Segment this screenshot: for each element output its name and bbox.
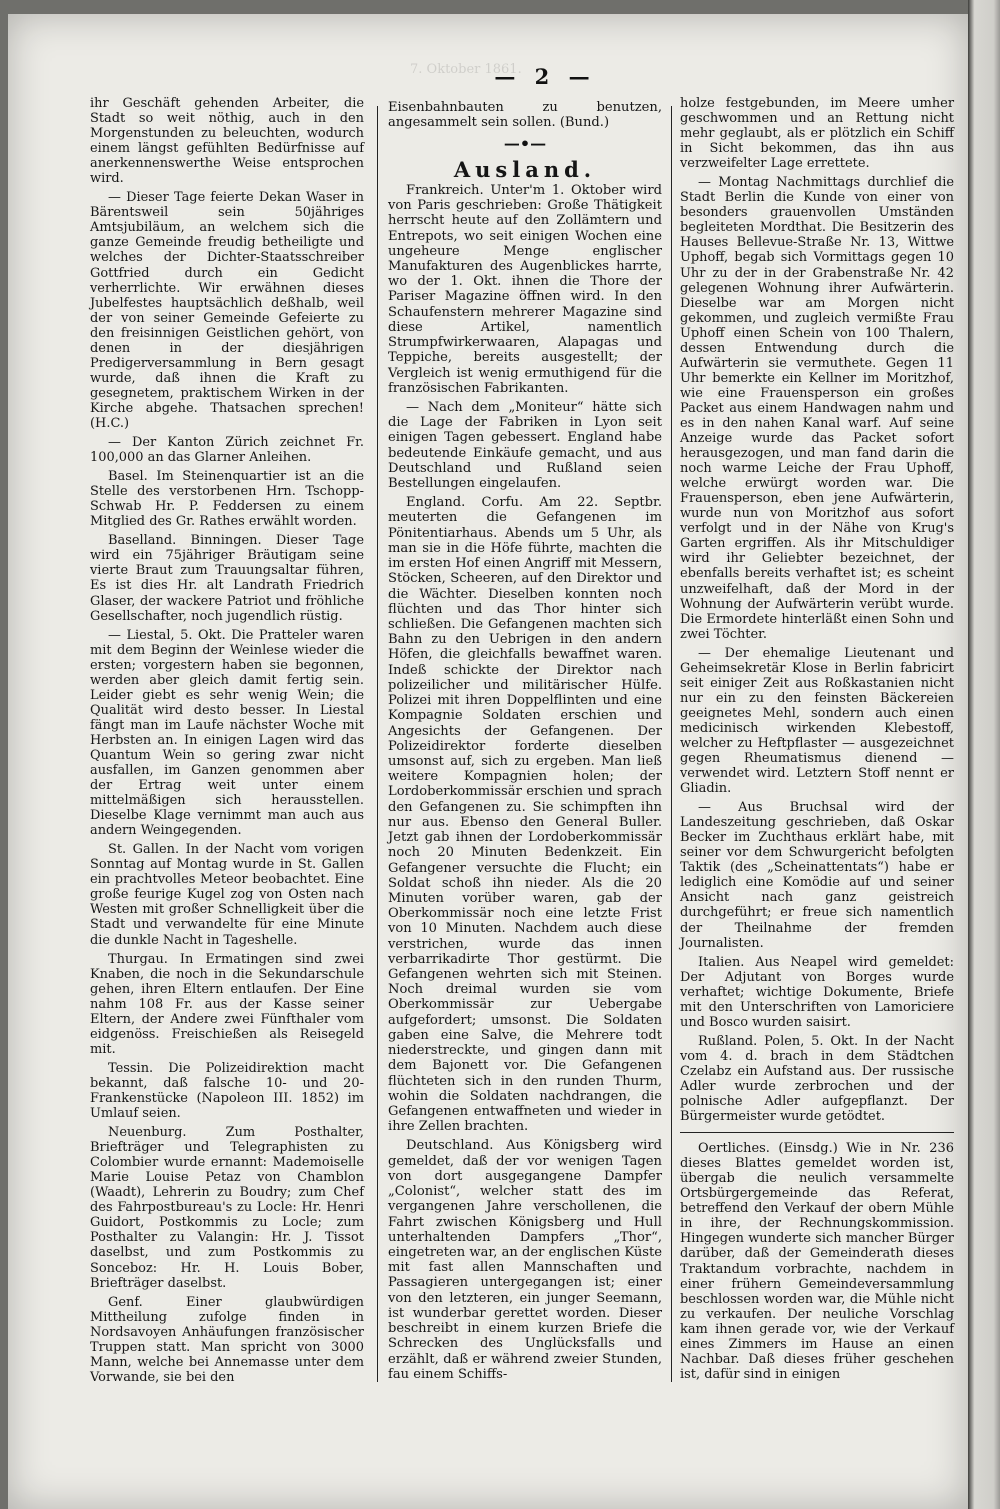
paragraph: Eisenbahnbauten zu benutzen, angesammelt sein sollen. (Bund.) <box>388 100 662 131</box>
ornament-divider: —•— <box>503 134 547 154</box>
paragraph: Rußland. Polen, 5. Okt. In der Nacht vom 4. d. brach in dem Städtchen Czelabz ein Aufstand aus. Der russische Adler wurde zerbrochen und der polnische Adler aufgepflanzt. Der Bürgermeister wurde getödtet. <box>680 1033 954 1125</box>
paragraph: — Nach dem „Moniteur“ hätte sich die Lage der Fabriken in Lyon seit einigen Tagen gebessert. England habe bedeutende Einkäufe gemacht, und aus Deutschland und Rußland seien Bestellungen eingelaufen. <box>388 399 662 492</box>
page-number: — 2 — <box>494 64 596 89</box>
paragraph: Frankreich. Unter'm 1. Oktober wird von Paris geschrieben: Große Thätigkeit herrscht heute auf den Zollämtern und Entrepots, wo seit einigen Wochen eine ungeheure Menge englischer Manufakturen des Augenblickes harrte, wo der 1. Okt. ihnen die Thore der Pariser Magazine öffnen wird. In den Schaufenstern mehrerer Magazine sind diese Artikel, namentlich Strumpfwirkerwaaren, Alapagas und Teppiche, bereits ausgestellt; der Vergleich ist wenig ermuthigend für die französischen Fabrikanten. <box>388 182 662 396</box>
paragraph: — Dieser Tage feierte Dekan Waser in Bärentsweil sein 50jähriges Amtsjubiläum, an welchem sich die ganze Gemeinde freudig betheiligte und welches der Dichter-Staatsschreiber Gottfried durch ein Gedicht verherrlichte. Wir erwähnen dieses Jubelfestes hauptsächlich deßhalb, weil der von seiner Gemeinde Gefeierte zu den freisinnigen Geistlichen gehört, von denen in der diesjährigen Predigerversammlung in Bern gesagt wurde, daß ihnen die Kraft zu gesegnetem, praktischem Wirken in der Kirche abgehe. Thatsachen sprechen! (H.C.) <box>90 190 364 431</box>
section-heading-ausland: Ausland. <box>453 156 597 182</box>
paragraph: ihr Geschäft gehenden Arbeiter, die Stadt so weit nöthig, auch in den Morgenstunden zu beleuchten, wodurch einem längst gefühlten Bedürfnisse auf anerkennenswerthe Weise entsprochen wird. <box>90 96 364 187</box>
paragraph: Neuenburg. Zum Posthalter, Briefträger und Telegraphisten zu Colombier wurde ernannt: Mademoiselle Marie Louise Petaz von Chamblon (Waadt), Lehrerin zu Boudry; zum Chef des Fahrpostbureau's zu Locle: Hr. Henri Guidort, Postkommis zu Locle; zum Posthalter zu Valangin: Hr. J. Tissot daselbst, und zum Postkommis zu Sonceboz: Hr. H. Louis Bober, Briefträger daselbst. <box>90 1125 364 1291</box>
paragraph: Deutschland. Aus Königsberg wird gemeldet, daß der vor wenigen Tagen von dort ausgegangene Dampfer „Colonist“, welcher statt des im vergangenen Jahre verschollenen, die Fahrt zwischen Königsberg und Hull unterhaltenden Dampfers „Thor“, eingetreten war, an der englischen Küste mit fast allen Mannschaften und Passagieren untergegangen ist; einer von den letzteren, ein junger Seemann, ist wunderbar gerettet worden. Dieser beschreibt in einem kurzen Briefe die Schrecken des Unglücksfalls und erzählt, daß er während zweier Stunden, fau einem Schiffs- <box>388 1138 662 1382</box>
paragraph: — Der ehemalige Lieutenant und Geheimsekretär Klose in Berlin fabricirt seit einiger Zeit aus Roßkastanien nicht nur ein zu den feinsten Bäckereien geeignetes Mehl, sondern auch einen medicinisch wirkenden Klebestoff, welcher zu Heftpflaster — ausgezeichnet gegen Rheumatismus dienend — verwendet wird. Letztern Stoff nennt er Gliadin. <box>680 645 954 797</box>
paragraph: holze festgebunden, im Meere umher geschwommen und an Rettung nicht mehr geglaubt, als er plötzlich ein Schiff in Sicht bekommen, das ihn aus verzweifelter Lage errettete. <box>680 96 954 172</box>
paragraph: — Aus Bruchsal wird der Landeszeitung geschrieben, daß Oskar Becker im Zuchthaus erklärt habe, mit seiner vor dem Schwurgericht befolgten Taktik (des „Scheinattentats“) habe er lediglich eine Komödie auf und seiner Ansicht nach ganz geistreich durchgeführt; er freue sich namentlich der Theilnahme der fremden Journalisten. <box>680 800 954 951</box>
paragraph: Baselland. Binningen. Dieser Tage wird ein 75jähriger Bräutigam seine vierte Braut zum Trauungsaltar führen, Es ist dies Hr. alt Landrath Friedrich Glaser, der wackere Patriot und fröhliche Gesellschafter, noch jugendlich rüstig. <box>90 533 364 624</box>
column-3 <box>680 96 954 1386</box>
column-rule <box>377 106 378 1382</box>
paragraph: Thurgau. In Ermatingen sind zwei Knaben, die noch in die Sekundarschule gehen, ihren Eltern entlaufen. Der Eine nahm 108 Fr. aus der Kasse seiner Eltern, der Andere zwei Fünfthaler vom eidgenöss. Freischießen als Reisegeld mit. <box>90 951 364 1057</box>
paragraph: Italien. Aus Neapel wird gemeldet: Der Adjutant von Borges wurde verhaftet; wichtige Dokumente, Briefe mit den Unterschriften von Lamoriciere und Bosco wurden saisirt. <box>680 954 954 1030</box>
column-1 <box>90 96 364 1389</box>
paragraph: Tessin. Die Polizeidirektion macht bekannt, daß falsche 10- und 20-Frankenstücke (Napoleon III. 1852) im Umlauf seien. <box>90 1060 364 1122</box>
section-divider <box>680 1132 954 1133</box>
paragraph: — Der Kanton Zürich zeichnet Fr. 100,000 an das Glarner Anleihen. <box>90 435 364 466</box>
column-rule <box>671 106 672 1382</box>
column-2 <box>388 100 662 1386</box>
paragraph: Oertliches. (Einsdg.) Wie in Nr. 236 dieses Blattes gemeldet worden ist, übergab die neulich versammelte Ortsbürgergemeinde das Referat, betreffend den Verkauf der obern Mühle in ihre, der Rechnungskommission. Hingegen wunderte sich mancher Bürger darüber, daß der Gemeinderath dieses Traktandum vorbrachte, nachdem in einer frühern Gemeindeversammlung beschlossen worden war, die Mühle nicht zu verkaufen. Der neuliche Vorschlag kam ihnen gerade vor, wie der Verkauf eines Zimmers im Hause an einen Nachbar. Daß dieses früher geschehen ist, dafür sind in einigen <box>680 1141 954 1382</box>
page-edge <box>968 0 1000 1509</box>
paragraph: — Liestal, 5. Okt. Die Pratteler waren mit dem Beginn der Weinlese wieder die ersten; vorgestern haben sie begonnen, werden aber gleich damit fertig sein. Leider giebt es sehr wenig Wein; die Qualität wird desto besser. In Liestal fängt man im Laufe nächster Woche mit Herbsten an. In einigen Lagen wird das Quantum Wein so gering zwar nicht ausfallen, im Ganzen genommen aber der Ertrag weit unter einem mittelmäßigen sich herausstellen. Dieselbe Klage vernimmt man auch aus andern Weingegenden. <box>90 627 364 839</box>
paragraph: Genf. Einer glaubwürdigen Mittheilung zufolge finden in Nordsavoyen Anhäufungen französischer Truppen statt. Man spricht von 3000 Mann, welche bei Annemasse unter dem Vorwande, sie bei den <box>90 1294 364 1385</box>
paragraph: England. Corfu. Am 22. Septbr. meuterten die Gefangenen im Pönitentiarhaus. Abends um 5 Uhr, als man sie in die Höfe führte, machten die im ersten Hof einen Angriff mit Messern, Stöcken, Scheeren, auf den Direktor und die Wächter. Dieselben konnten noch flüchten und das Thor hinter sich schließen. Die Gefangenen machten sich Bahn zu den Uebrigen in den andern Höfen, die gleichfalls bewaffnet waren. Indeß schickte der Direktor nach polizeilicher und militärischer Hülfe. Polizei mit ihren Doppelflinten und eine Kompagnie Soldaten erschien und Angesichts der Gefangenen. Der Polizeidirektor forderte dieselben umsonst auf, sich zu ergeben. Man ließ weitere Kompagnien holen; der Lordoberkommissär erschien und sprach den Gefangenen zu. Sie schimpften ihn nur aus. Ebenso den General Buller. Jetzt gab ihnen der Lordoberkommissär noch 20 Minuten Bedenkzeit. Ein Gefangener versuchte die Flucht; ein Soldat schoß ihn nieder. Als die 20 Minuten vorüber waren, gab der Oberkommissär noch eine letzte Frist von 10 Minuten. Nachdem auch diese verstrichen, wurde das innen verbarrikadirte Thor gestürmt. Die Gefangenen wehrten sich mit Steinen. Noch dreimal wurden sie vom Oberkommissär zur Uebergabe aufgefordert; umsonst. Die Soldaten gaben eine Salve, die Mehrere todt niederstreckte, und gingen dann mit dem Bajonett vor. Die Gefangenen flüchteten sich in den runden Thurm, wohin die Soldaten nachdrangen, die Gefangenen entwaffneten und wieder in ihre Zellen brachten. <box>388 495 662 1135</box>
bleed-through-header: 7. Oktober 1861. <box>410 62 522 77</box>
paragraph: — Montag Nachmittags durchlief die Stadt Berlin die Kunde von einer von besonders grauenvollen Umständen begleiteten Mordthat. Die Besitzerin des Hauses Bellevue-Straße Nr. 13, Wittwe Uphoff, begab sich Vormittags gegen 10 Uhr zu der in der Grabenstraße Nr. 42 gelegenen Wohnung ihrer Aufwärterin. Dieselbe war am Morgen nicht gekommen, und zugleich vermißte Frau Uphoff einen Schein von 100 Thalern, dessen Entwendung durch die Aufwärterin sie vermuthete. Gegen 11 Uhr bemerkte ein Kellner im Moritzhof, wie eine Frauensperson ein großes Packet aus einem Handwagen nahm und es in den nahen Kanal warf. Auf seine Anzeige wurde das Packet sofort herausgezogen, und man fand darin die noch warme Leiche der Frau Uphoff, welche erwürgt worden war. Die Frauensperson, eben jene Aufwärterin, wurde nun von Moritzhof aus sofort verfolgt und in der Nähe von Krug's Garten ergriffen. Als ihr Mitschuldiger wird ihr Geliebter bezeichnet, der ebenfalls bereits verhaftet ist; es scheint unzweifelhaft, daß der Mord in der Wohnung der Aufwärterin verübt wurde. Die Ermordete hinterläßt einen Sohn und zwei Töchter. <box>680 175 954 642</box>
paragraph: St. Gallen. In der Nacht vom vorigen Sonntag auf Montag wurde in St. Gallen ein prachtvolles Meteor beobachtet. Eine große feurige Kugel zog von Osten nach Westen mit großer Schnelligkeit über die Stadt und verwandelte für eine Minute die dunkle Nacht in Tageshelle. <box>90 842 364 948</box>
paragraph: Basel. Im Steinenquartier ist an die Stelle des verstorbenen Hrn. Tschopp-Schwab Hr. P. Feddersen zu einem Mitglied des Gr. Rathes erwählt worden. <box>90 469 364 530</box>
